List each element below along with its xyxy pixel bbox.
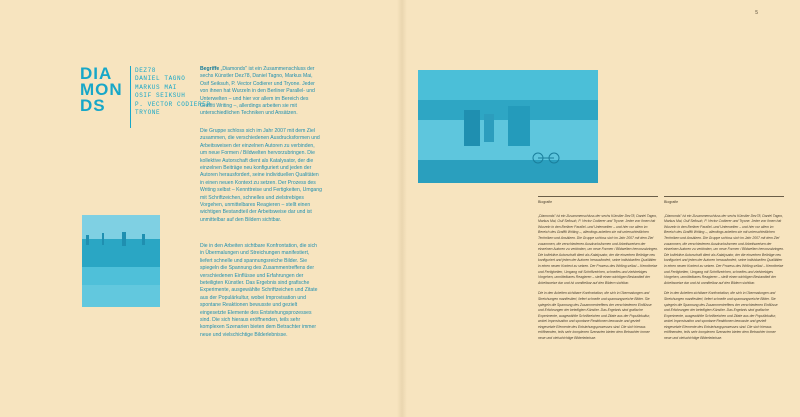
artist-name: MARKUS MAI <box>135 83 178 91</box>
body-paragraph-3 <box>200 243 322 345</box>
intro-paragraph <box>200 66 322 124</box>
artist-name: DANIEL TAGNO <box>135 75 186 83</box>
title-divider <box>130 66 131 128</box>
paragraph-text: Die Gruppe schloss sich im Jahr 2007 mit dem Ziel zusammen, die verschiedenen Ausdrucksformen und Arbeitsweisen der einzelnen Autoren zu verbinden, um neue Formen / Bildwelten hervorzubringen. Die kollektive Autorschaft dient als Katalysator, der die einzelnen Beiträge neu konfiguriert und jeden der Autoren herausfordert, seine individuellen Qualitäten in einen neuen Kontext zu setzen. Der Prozess des Writing selbst – Kennttreise und Fertigkeiten, Umgang mit Schriftzeichen, schnelles und zielstrebiges Vorgehen, unmittelbares Reagieren – stellt einen wichtigen Bestandteil der Arbeitsweise dar und ist unmittelbar auf den Bildern sichtbar. <box>200 128 322 223</box>
wall-photo <box>82 215 160 307</box>
river-photo <box>418 70 598 183</box>
biography-column-1 <box>538 196 658 347</box>
column-text: „Diamonds" ist ein Zusammenschluss der sechs Künstler Dez78, Daniel Tagno, Markus Mai, Osif Seiksuh, P. Vector Codierer und Tryone. Jeder von ihnen hat Wurzeln in den Berliner Parallel- und Unterwelten – und hier vor allem im Bereich des Graffiti Writing –, allerdings arbeiten sie mit unterschiedlichen Techniken und Ansätzen. Die Gruppe schloss sich im Jahr 2007 mit dem Ziel zusammen, die verschiedenen Ausdrucksformen und Arbeitsweisen der einzelnen Autoren zu verbinden, um neue Formen / Bildwelten hervorzubringen. Die kollektive Autorschaft dient als Katalysator, der die einzelnen Beiträge neu konfiguriert und jeden der Autoren herausfordert, seine individuellen Qualitäten in einen neuen Kontext zu setzen. Der Prozess des Writing selbst – Kennttreise und Fertigkeiten, Umgang mit Schriftzeichen, schnelles und zielstrebiges Vorgehen, unmittelbares Reagieren – stellt einen wichtigen Bestandteil der Arbeitsweise dar und ist unmittelbar auf den Bildern sichtbar. <box>664 213 784 285</box>
intro-text: „Diamonds" ist ein Zusammenschluss der sechs Künstler Dez78, Daniel Tagno, Markus Mai, Osif Seiksuh, P. Vector Codierer und Tryone. Jeder von ihnen hat Wurzeln in den Berliner Parallel- und Unterwelten – und hier vor allem im Bereich des Graffiti Writing –, allerdings arbeiten sie mit unterschiedlichen Techniken und Ansätzen. <box>200 66 315 117</box>
page-number: 5 <box>755 10 758 16</box>
artist-name: DEZ78 <box>135 67 157 74</box>
biography-column-2 <box>664 196 784 347</box>
artist-name: OSIF SEIKSUH <box>135 92 186 100</box>
artist-name: TRYONE <box>135 109 161 117</box>
intro-label: Begriffe <box>200 66 220 72</box>
title-line-2: MON <box>80 80 123 99</box>
paragraph-text: Die in den Arbeiten sichtbare Konfrontation, die sich in Übermalungen und Streichungen manifestiert, liefert schnelle und spannungsreiche Bilder. Sie spiegeln die Spannung des Zusammentreffens der verschiedenen Einflüsse und Erfahrungen der beteiligten Künstler. Das Ergebnis sind grafische Experimente, ausgewählte Schriftzeichen und Zitate aus der Populärkultur, wobei Improvisation und spontane Reaktionen bewusste und gezielt eingesetzte Elemente des Entstehungsprozesses sind. Die sich hieraus eröffnenden, teils sehr komplexen Szenarien bieten dem Betrachter immer neue und vielschichtige Bilderlebnisse. <box>200 243 318 338</box>
column-heading: Biografie <box>538 196 658 206</box>
gutter-shadow <box>397 0 407 417</box>
column-text: Die in den Arbeiten sichtbare Konfrontation, die sich in Übermalungen und Streichungen manifestiert, liefert schnelle und spannungsreiche Bilder. Sie spiegeln die Spannung des Zusammentreffens der verschiedenen Einflüsse und Erfahrungen der beteiligten Künstler. Das Ergebnis sind grafische Experimente, ausgewählte Schriftzeichen und Zitate aus der Populärkultur, wobei Improvisation und spontane Reaktionen bewusste und gezielt eingesetzte Elemente des Entstehungsprozesses sind. Die sich hieraus eröffnenden, teils sehr komplexen Szenarien bieten dem Betrachter immer neue und vielschichtige Bilderlebnisse. <box>664 291 778 341</box>
body-paragraph-2 <box>200 128 322 230</box>
artist-name: P. VECTOR CODIERER <box>135 100 211 108</box>
column-heading: Biografie <box>664 196 784 206</box>
title-line-1: DIA <box>80 64 113 83</box>
title-line-3: DS <box>80 96 106 115</box>
title-block <box>80 66 123 114</box>
column-text: „Diamonds" ist ein Zusammenschluss der sechs Künstler Dez78, Daniel Tagno, Markus Mai, Osif Seiksuh, P. Vector Codierer und Tryone. Jeder von ihnen hat Wurzeln in den Berliner Parallel- und Unterwelten – und hier vor allem im Bereich des Graffiti Writing –, allerdings arbeiten sie mit unterschiedlichen Techniken und Ansätzen. Die Gruppe schloss sich im Jahr 2007 mit dem Ziel zusammen, die verschiedenen Ausdrucksformen und Arbeitsweisen der einzelnen Autoren zu verbinden, um neue Formen / Bildwelten hervorzubringen. Die kollektive Autorschaft dient als Katalysator, der die einzelnen Beiträge neu konfiguriert und jeden der Autoren herausfordert, seine individuellen Qualitäten in einen neuen Kontext zu setzen. Der Prozess des Writing selbst – Kennttreise und Fertigkeiten, Umgang mit Schriftzeichen, schnelles und zielstrebiges Vorgehen, unmittelbares Reagieren – stellt einen wichtigen Bestandteil der Arbeitsweise dar und ist unmittelbar auf den Bildern sichtbar. <box>538 213 658 285</box>
column-text: Die in den Arbeiten sichtbare Konfrontation, die sich in Übermalungen und Streichungen manifestiert, liefert schnelle und spannungsreiche Bilder. Sie spiegeln die Spannung des Zusammentreffens der verschiedenen Einflüsse und Erfahrungen der beteiligten Künstler. Das Ergebnis sind grafische Experimente, ausgewählte Schriftzeichen und Zitate aus der Populärkultur, wobei Improvisation und spontane Reaktionen bewusste und gezielt eingesetzte Elemente des Entstehungsprozesses sind. Die sich hieraus eröffnenden, teils sehr komplexen Szenarien bieten dem Betrachter immer neue und vielschichtige Bilderlebnisse. <box>538 291 652 341</box>
